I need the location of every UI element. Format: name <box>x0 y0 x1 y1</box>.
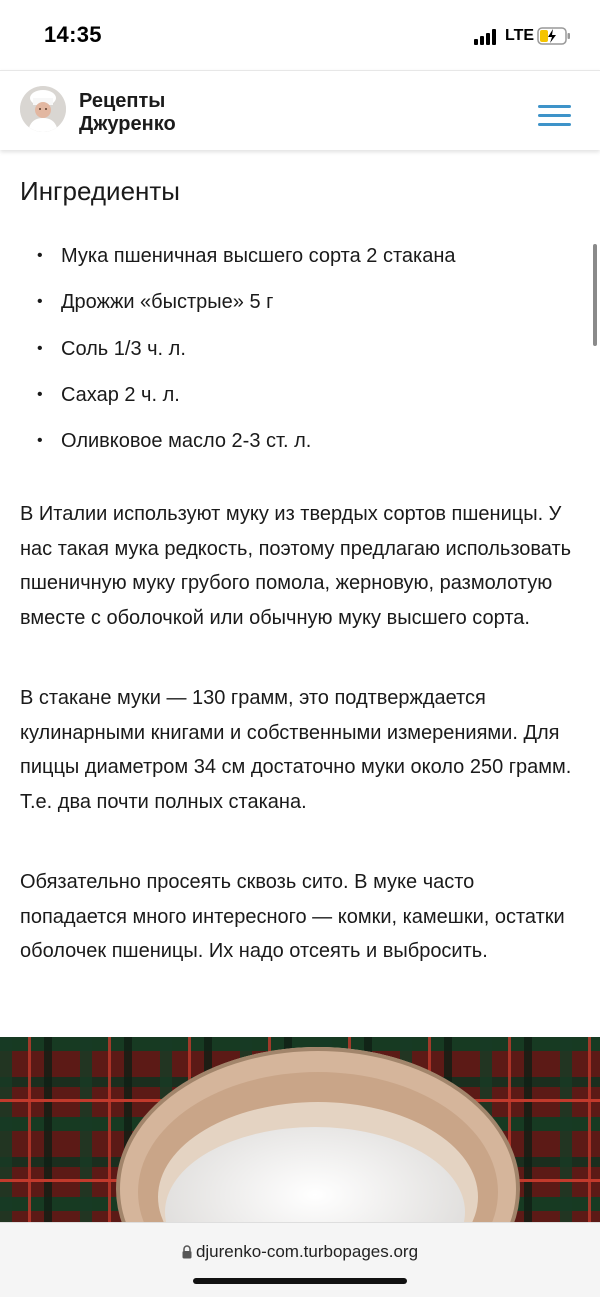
paragraph: В стакане муки — 130 грамм, это подтверждается кулинарными книгами и собственными измерениями. Для пиццы диаметром 34 см достаточно муки около 250 грамм. Т.е. два почти полных стакана. <box>20 687 572 813</box>
list-item: • Мука пшеничная высшего сорта 2 стакана <box>37 245 456 267</box>
bullet-icon: • <box>37 339 43 357</box>
site-title[interactable] <box>79 90 176 136</box>
list-item: • Соль 1/3 ч. л. <box>37 337 186 360</box>
lock-icon <box>182 1245 192 1259</box>
hamburger-menu-icon[interactable] <box>538 105 572 129</box>
status-time: 14:35 <box>44 22 102 47</box>
bullet-icon: • <box>37 293 43 311</box>
network-type: LTE <box>505 27 535 44</box>
flour-sieve-image <box>0 1037 600 1227</box>
list-item: • Дрожжи «быстрые» 5 г <box>37 291 274 314</box>
site-title-line1: Рецепты <box>79 90 166 112</box>
url-text: djurenko-com.turbopages.org <box>195 1242 419 1261</box>
paragraph: Обязательно просеять сквозь сито. В муке часто попадается много интересного — комки, камешки, остатки оболочек пшеницы. Их надо отсеять и выбросить. <box>20 871 565 962</box>
list-item: • Сахар 2 ч. л. <box>37 383 180 406</box>
signal-icon <box>474 29 498 45</box>
bullet-icon: • <box>37 385 43 403</box>
home-indicator[interactable] <box>193 1278 407 1284</box>
ingredients-list <box>20 244 456 475</box>
scrollbar[interactable] <box>593 244 597 346</box>
site-header <box>0 70 600 150</box>
chef-avatar-icon[interactable] <box>20 86 66 132</box>
bullet-icon: • <box>37 247 43 264</box>
url-display[interactable] <box>0 1242 600 1262</box>
site-title-line2: Джуренко <box>79 113 176 135</box>
ingredients-heading: Ингредиенты <box>20 176 180 206</box>
status-bar <box>0 0 600 70</box>
browser-url-bar[interactable] <box>0 1222 600 1297</box>
paragraph: В Италии используют муку из твердых сортов пшеницы. У нас такая мука редкость, поэтому предлагаю использовать пшеничную муку грубого помола, жерновую, размолотую вместе с оболочкой или обычную муку высшего сорта. <box>20 503 572 629</box>
list-item: • Оливковое масло 2-3 ст. л. <box>37 430 312 453</box>
battery-charging-icon <box>537 26 571 46</box>
bullet-icon: • <box>37 432 43 450</box>
